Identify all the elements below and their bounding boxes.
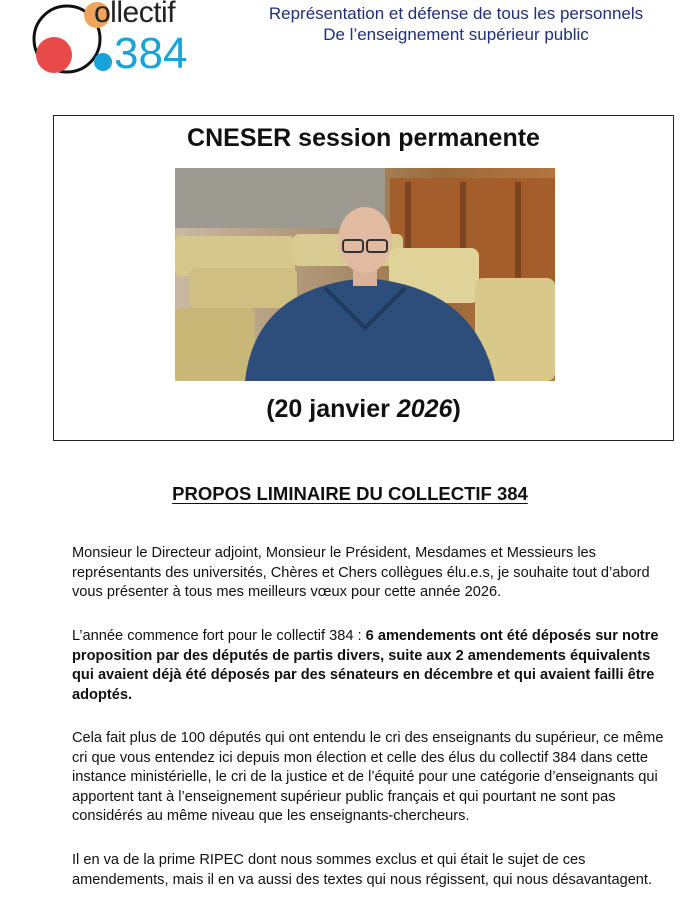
paragraph-deputies: Cela fait plus de 100 députés qui ont entendu le cri des enseignants du supérieur, ce même cri que vous entendez ici depuis mon élection et celle des élus du collectif 384 dans cette instance ministérielle, le cri de la justice et de l’équité pour une catégorie d’enseignants qui apportent tant à l’enseignement supérieur public français et qui pourtant ne sont pas considérés au même niveau que les enseignants-chercheurs. [72, 730, 664, 825]
date-prefix: (20 janvier [266, 395, 397, 423]
logo-number: 384 [114, 29, 188, 78]
date-suffix: ) [452, 395, 461, 423]
paragraph-ripec: Il en va de la prime RIPEC dont nous sommes exclus et qui était le sujet de ces amendements, mais il en va aussi des textes qui nous régissent, qui nous désavantagent. [72, 852, 653, 888]
paragraph-greeting: Monsieur le Directeur adjoint, Monsieur le Président, Mesdames et Messieurs les représentants des universités, Chères et Chers collègues élu.e.s, je souhaite tout d’abord vous présenter à tous mes meilleurs vœux pour cette année 2026. [72, 545, 650, 601]
logo-wordmark: ollectif [94, 0, 176, 29]
page-header [0, 0, 700, 90]
speaker-photo [175, 168, 555, 381]
section-heading-text: PROPOS LIMINAIRE DU COLLECTIF 384 [172, 483, 528, 504]
speaker-photo-image [175, 168, 555, 381]
date-year: 2026 [396, 395, 453, 423]
paragraph-amendments [72, 627, 672, 705]
session-date [54, 393, 673, 425]
header-tagline [232, 3, 680, 45]
tagline-line-2: De l’enseignement supérieur public [323, 25, 589, 44]
session-frame [53, 115, 674, 441]
section-heading [0, 482, 700, 506]
paragraph-amendments-bold: 6 amendements ont été déposés sur notre proposition par des députés de partis divers, suite aux 2 amendements équivalents qui avaient déjà été déposés par des sénateurs en décembre et qui avaient failli être adoptés. [72, 628, 659, 703]
session-title: CNESER session permanente [187, 124, 540, 152]
tagline-line-1: Représentation et défense de tous les personnels [268, 4, 644, 23]
paragraph-amendments-intro: L’année commence fort pour le collectif 384 : [72, 628, 366, 644]
collectif-384-logo [30, 0, 230, 84]
